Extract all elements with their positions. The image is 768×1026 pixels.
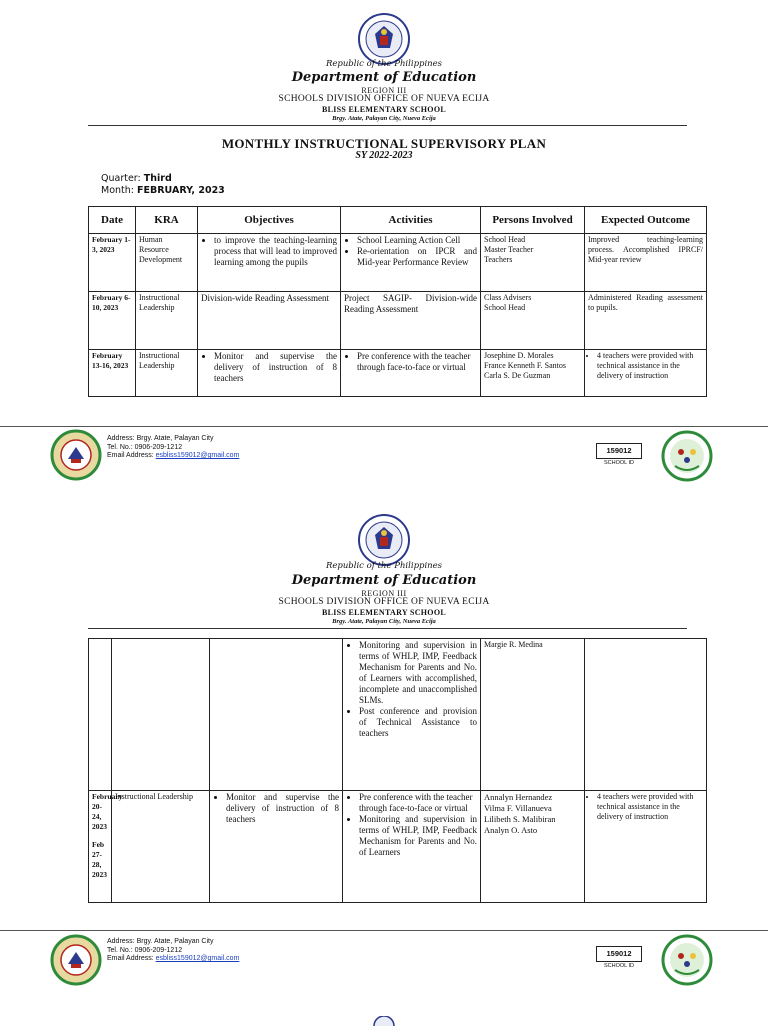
persons-cell: Margie R. Medina: [481, 639, 585, 791]
header-persons: Persons Involved: [481, 207, 585, 234]
objectives-cell: [210, 639, 343, 791]
kra-cell: Human Resource Development: [136, 234, 198, 292]
outcome-item: • 4 teachers were provided with technical assistance in the delivery of instruction: [597, 351, 703, 381]
republic-line: Republic of the Philippines: [325, 59, 443, 69]
date-cell: February 1-3, 2023: [89, 234, 136, 292]
footer-email-link[interactable]: esbliss159012@gmail.com: [155, 955, 240, 962]
footer-email-label: Email Address:: [107, 452, 154, 459]
header-rule: [88, 628, 687, 629]
activities-cell: [341, 234, 481, 292]
footer-rule: [0, 426, 768, 427]
month-value: FEBRUARY, 2023: [137, 185, 225, 196]
kra-cell: Instructional Leadership: [136, 292, 198, 350]
quarter-line: [101, 173, 172, 184]
kra-cell: Instructional Leadership: [112, 791, 210, 903]
activity-item: • Re-orientation on IPCR and Mid-year Performance Review: [357, 246, 477, 268]
header-rule: [88, 125, 687, 126]
date-range: February 20-24, 2023: [92, 792, 123, 831]
table-row: [89, 639, 707, 791]
quarter-label: Quarter:: [101, 173, 141, 184]
outcome-cell: [585, 639, 707, 791]
objectives-cell: Division-wide Reading Assessment: [198, 292, 341, 350]
activity-item: • Pre conference with the teacher through face-to-face or virtual: [357, 351, 477, 373]
school-year: SY 2022-2023: [355, 150, 413, 161]
school-id-box: 159012: [596, 946, 642, 962]
kra-cell: Instructional Leadership: [136, 350, 198, 397]
footer-address: Brgy. Atate, Palayan City: [136, 938, 214, 945]
division-line: SCHOOLS DIVISION OFFICE OF NUEVA ECIJA: [278, 597, 490, 607]
header-objectives: Objectives: [198, 207, 341, 234]
objective-item: • Monitor and supervise the delivery of instruction of 8 teachers: [226, 792, 339, 825]
republic-line: Republic of the Philippines: [325, 561, 443, 571]
division-line: SCHOOLS DIVISION OFFICE OF NUEVA ECIJA: [278, 94, 490, 104]
outcome-cell: [585, 791, 707, 903]
region-line: REGION III: [361, 86, 407, 95]
month-label: Month:: [101, 185, 134, 196]
objectives-cell: [210, 791, 343, 903]
child-friendly-school-logo-icon: [661, 934, 713, 986]
footer-rule: [0, 930, 768, 931]
objective-item: • to improve the teaching-learning process that will lead to improved learning among the pupils: [214, 235, 337, 268]
school-id-label: SCHOOL ID: [603, 963, 635, 969]
activities-cell: [341, 350, 481, 397]
persons-cell: Josephine D. Morales France Kenneth F. Santos Carla S. De Guzman: [481, 350, 585, 397]
deped-seal-icon: [357, 513, 411, 567]
table-row: [89, 234, 707, 292]
persons-cell: School Head Master Teacher Teachers: [481, 234, 585, 292]
activity-item: • Pre conference with the teacher through face-to-face or virtual: [359, 792, 477, 814]
month-line: [101, 185, 225, 196]
footer-address: Brgy. Atate, Palayan City: [136, 435, 214, 442]
activities-cell: [343, 791, 481, 903]
date-cell: February 13-16, 2023: [89, 350, 136, 397]
date-cell: February 6-10, 2023: [89, 292, 136, 350]
objectives-cell: [198, 234, 341, 292]
footer-email-link[interactable]: esbliss159012@gmail.com: [155, 452, 240, 459]
outcome-cell: Improved teaching-learning process. Accomplished IPRCF/ Mid-year review: [585, 234, 707, 292]
school-name: BLISS ELEMENTARY SCHOOL: [322, 105, 446, 114]
outcome-cell: Administered Reading assessment to pupils.: [585, 292, 707, 350]
department-name: Department of Education: [291, 573, 477, 588]
school-address: Brgy. Atate, Palayan City, Nueva Ecija: [332, 618, 436, 625]
activity-item: • Post conference and provision of Technical Assistance to teachers: [359, 706, 477, 739]
header-date: Date: [89, 207, 136, 234]
persons-cell: Annalyn Hernandez Vilma F. Villanueva Lilibeth S. Malibiran Analyn O. Asto: [481, 791, 585, 903]
table-row: [89, 292, 707, 350]
date-range-2: Feb 27-28, 2023: [92, 840, 107, 879]
footer-tel: Tel. No.: 0906-209-1212: [107, 946, 183, 954]
plan-title: MONTHLY INSTRUCTIONAL SUPERVISORY PLAN: [221, 136, 547, 151]
region-line: REGION III: [361, 589, 407, 598]
header-outcome: Expected Outcome: [585, 207, 707, 234]
kra-cell: [112, 639, 210, 791]
header-kra: KRA: [136, 207, 198, 234]
school-address: Brgy. Atate, Palayan City, Nueva Ecija: [332, 115, 436, 122]
school-logo-icon: [50, 429, 102, 481]
quarter-value: Third: [143, 173, 172, 184]
table-row: [89, 350, 707, 397]
persons-cell: Class Advisers School Head: [481, 292, 585, 350]
activity-item: • Monitoring and supervision in terms of WHLP, IMP, Feedback Mechanism for Parents and No. of Learners: [359, 814, 477, 858]
footer-address-label: Address:: [107, 938, 135, 945]
objective-item: • Monitor and supervise the delivery of instruction of 8 teachers: [214, 351, 337, 384]
activity-item: • Monitoring and supervision in terms of WHLP, IMP, Feedback Mechanism for Parents and No. of Learners with accomplished, incomplete and unaccomplished SLMs.: [359, 640, 477, 706]
date-cell: [89, 791, 123, 903]
table-row: [89, 791, 707, 903]
supervisory-plan-table: [88, 206, 707, 397]
school-id-label: SCHOOL ID: [603, 460, 635, 466]
table-header-row: [89, 207, 707, 234]
activities-cell: Project SAGIP- Division-wide Reading Assessment: [341, 292, 481, 350]
school-id-box: 159012: [596, 443, 642, 459]
school-logo-icon: [50, 934, 102, 986]
child-friendly-school-logo-icon: [661, 430, 713, 482]
footer-contact: [107, 938, 239, 964]
outcome-cell: [585, 350, 707, 397]
date-cell: [89, 639, 112, 791]
supervisory-plan-table-continued: [88, 638, 707, 903]
objectives-cell: [198, 350, 341, 397]
footer-contact: [107, 435, 239, 461]
header-activities: Activities: [341, 207, 481, 234]
school-name: BLISS ELEMENTARY SCHOOL: [322, 608, 446, 617]
activities-cell: [343, 639, 481, 791]
outcome-item: • 4 teachers were provided with technical assistance in the delivery of instruction: [597, 792, 703, 822]
footer-address-label: Address:: [107, 435, 135, 442]
footer-email-label: Email Address:: [107, 955, 154, 962]
department-name: Department of Education: [291, 70, 477, 85]
deped-seal-icon: [372, 1016, 396, 1026]
footer-tel: Tel. No.: 0906-209-1212: [107, 443, 183, 451]
deped-seal-icon: [357, 12, 411, 66]
activity-item: • School Learning Action Cell: [357, 235, 477, 246]
